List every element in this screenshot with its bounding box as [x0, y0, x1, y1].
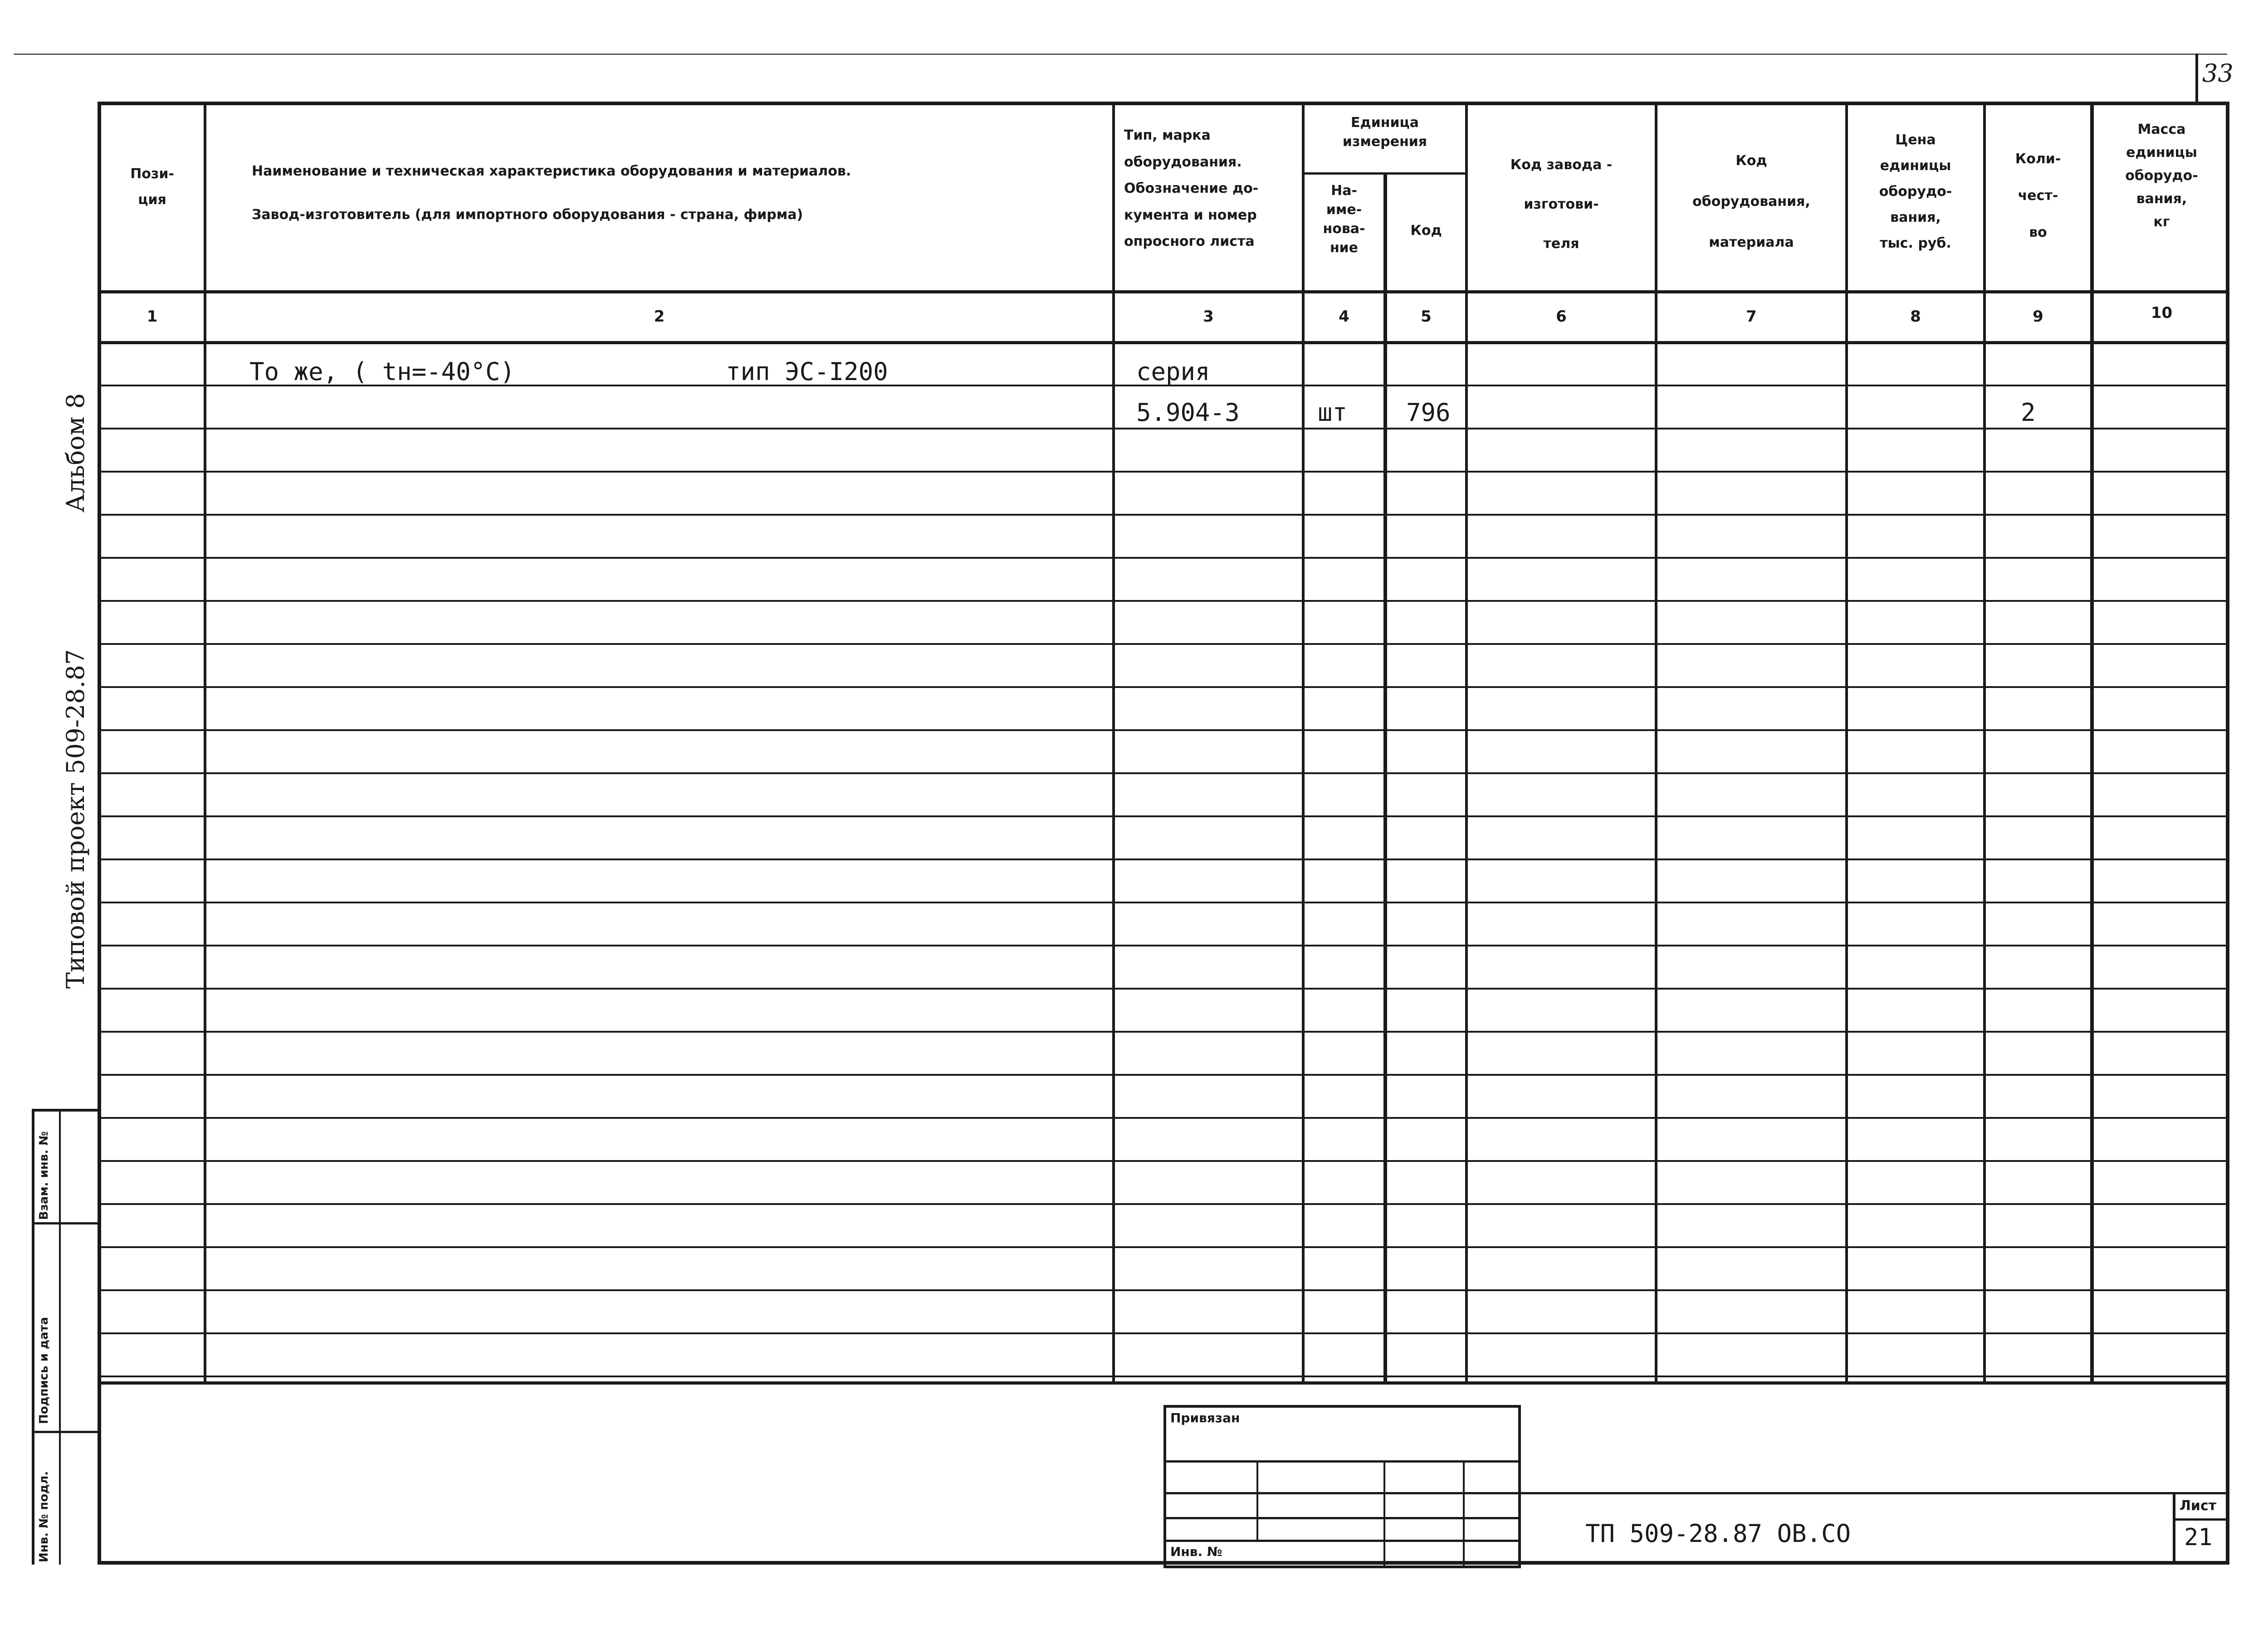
row-separator [98, 1160, 2229, 1162]
colnum-2: 2 [654, 307, 665, 326]
row-separator [98, 600, 2229, 602]
stamp-vz-inv: Взам. инв. № [37, 1131, 51, 1220]
row-separator [98, 815, 2229, 817]
sheet-label: Лист [2180, 1498, 2217, 1514]
header-price: Цена единицы оборудо- вания, тыс. руб. [1879, 132, 1952, 251]
colnum-7: 7 [1746, 307, 1757, 326]
binding-line [1163, 1460, 1521, 1463]
col-line [2090, 102, 2094, 1381]
stamp-divider [59, 1109, 61, 1565]
col-line [1383, 172, 1387, 1381]
row1-name: То же, ( tн=-40°С) [249, 357, 515, 386]
row-separator [98, 1203, 2229, 1205]
row-separator [98, 514, 2229, 516]
colnum-4: 4 [1339, 307, 1349, 326]
header-bottom-line [98, 290, 2229, 293]
sheet-box-line [2173, 1492, 2175, 1565]
row-separator [98, 428, 2229, 429]
col-line [1112, 102, 1115, 1381]
row-separator [98, 772, 2229, 774]
row-separator [98, 1117, 2229, 1119]
row-separator [98, 1332, 2229, 1334]
table-body-bottom [98, 1381, 2229, 1385]
binding-col [1256, 1460, 1258, 1542]
col-line [1655, 102, 1657, 1381]
binding-line [1163, 1540, 1521, 1542]
page-number: 33 [2202, 59, 2234, 88]
binding-label: Привязан [1170, 1410, 1240, 1425]
header-plant-code: Код завода - изготови- теля [1510, 157, 1613, 252]
colnum-3: 3 [1203, 307, 1214, 326]
row-separator [98, 1074, 2229, 1076]
side-album: Альбом 8 [61, 393, 90, 512]
row-separator [98, 1289, 2229, 1291]
row-separator [98, 988, 2229, 990]
row-separator [98, 902, 2229, 903]
page-number-box [2195, 54, 2198, 102]
col-line [1465, 102, 1468, 1381]
row1-type-label: тип ЭС-I200 [726, 357, 888, 386]
binding-line [1163, 1517, 1521, 1519]
sheet-number: 21 [2184, 1524, 2213, 1551]
row2-doc: 5.904-3 [1136, 398, 1240, 427]
binding-line [1163, 1492, 1521, 1494]
row-separator [98, 729, 2229, 731]
header-quantity: Коли- чест- во [2015, 151, 2061, 240]
col-line [1302, 102, 1305, 1381]
row-separator [98, 1375, 2229, 1377]
designation-top-line [1521, 1492, 2229, 1494]
binding-col [1383, 1460, 1385, 1567]
top-border-line [14, 54, 2227, 55]
row-separator [98, 1246, 2229, 1248]
binding-box [1163, 1405, 1521, 1568]
header-unit-code: Код [1410, 223, 1442, 239]
row-separator [98, 858, 2229, 860]
row1-doc: серия [1136, 357, 1210, 386]
colnum-8: 8 [1910, 307, 1921, 326]
header-type: Тип, марка оборудования. Обозначение до- кумента и номер опросного листа [1124, 127, 1259, 249]
header-unit-name: На- име- нова- ние [1323, 183, 1365, 256]
row-separator [98, 945, 2229, 946]
stamp-inv-podl: Инв. № подл. [37, 1471, 51, 1562]
side-project: Типовой проект 509-28.87 [61, 649, 90, 989]
stamp-divider [32, 1431, 98, 1433]
header-unit: Единица измерения [1342, 115, 1427, 150]
header-name: Наименование и техническая характеристика оборудования и материалов. Завод-изготовитель (для импортного оборудования - страна, фирма) [252, 163, 851, 223]
col-line [204, 102, 206, 1381]
row-separator [98, 643, 2229, 645]
colnum-9: 9 [2033, 307, 2043, 326]
row-separator [98, 471, 2229, 473]
designation: ТП 509-28.87 ОВ.СО [1585, 1519, 1851, 1548]
header-mass: Масса единицы оборудо- вания, кг [2125, 122, 2198, 230]
colnum-1: 1 [147, 307, 158, 326]
header-position: Пози- ция [130, 166, 174, 208]
colnum-bottom-line [98, 341, 2229, 344]
row2-qty: 2 [2021, 398, 2036, 427]
col-line [1983, 102, 1986, 1381]
colnum-5: 5 [1421, 307, 1432, 326]
stamp-signature-date: Подпись и дата [37, 1317, 51, 1424]
row-separator [98, 686, 2229, 688]
row-separator [98, 557, 2229, 559]
row2-unit-code: 796 [1406, 398, 1451, 427]
stamp-divider [32, 1222, 98, 1224]
row2-unit: шт [1318, 398, 1348, 427]
colnum-6: 6 [1556, 307, 1567, 326]
unit-header-divider [1302, 172, 1465, 175]
col-line [1845, 102, 1848, 1381]
inv-no-label: Инв. № [1170, 1544, 1222, 1559]
colnum-10: 10 [2151, 304, 2173, 322]
row-separator [98, 1031, 2229, 1033]
binding-col [1463, 1460, 1465, 1567]
sheet-box-line [2173, 1518, 2229, 1521]
header-equipment-code: Код оборудования, материала [1692, 153, 1810, 250]
